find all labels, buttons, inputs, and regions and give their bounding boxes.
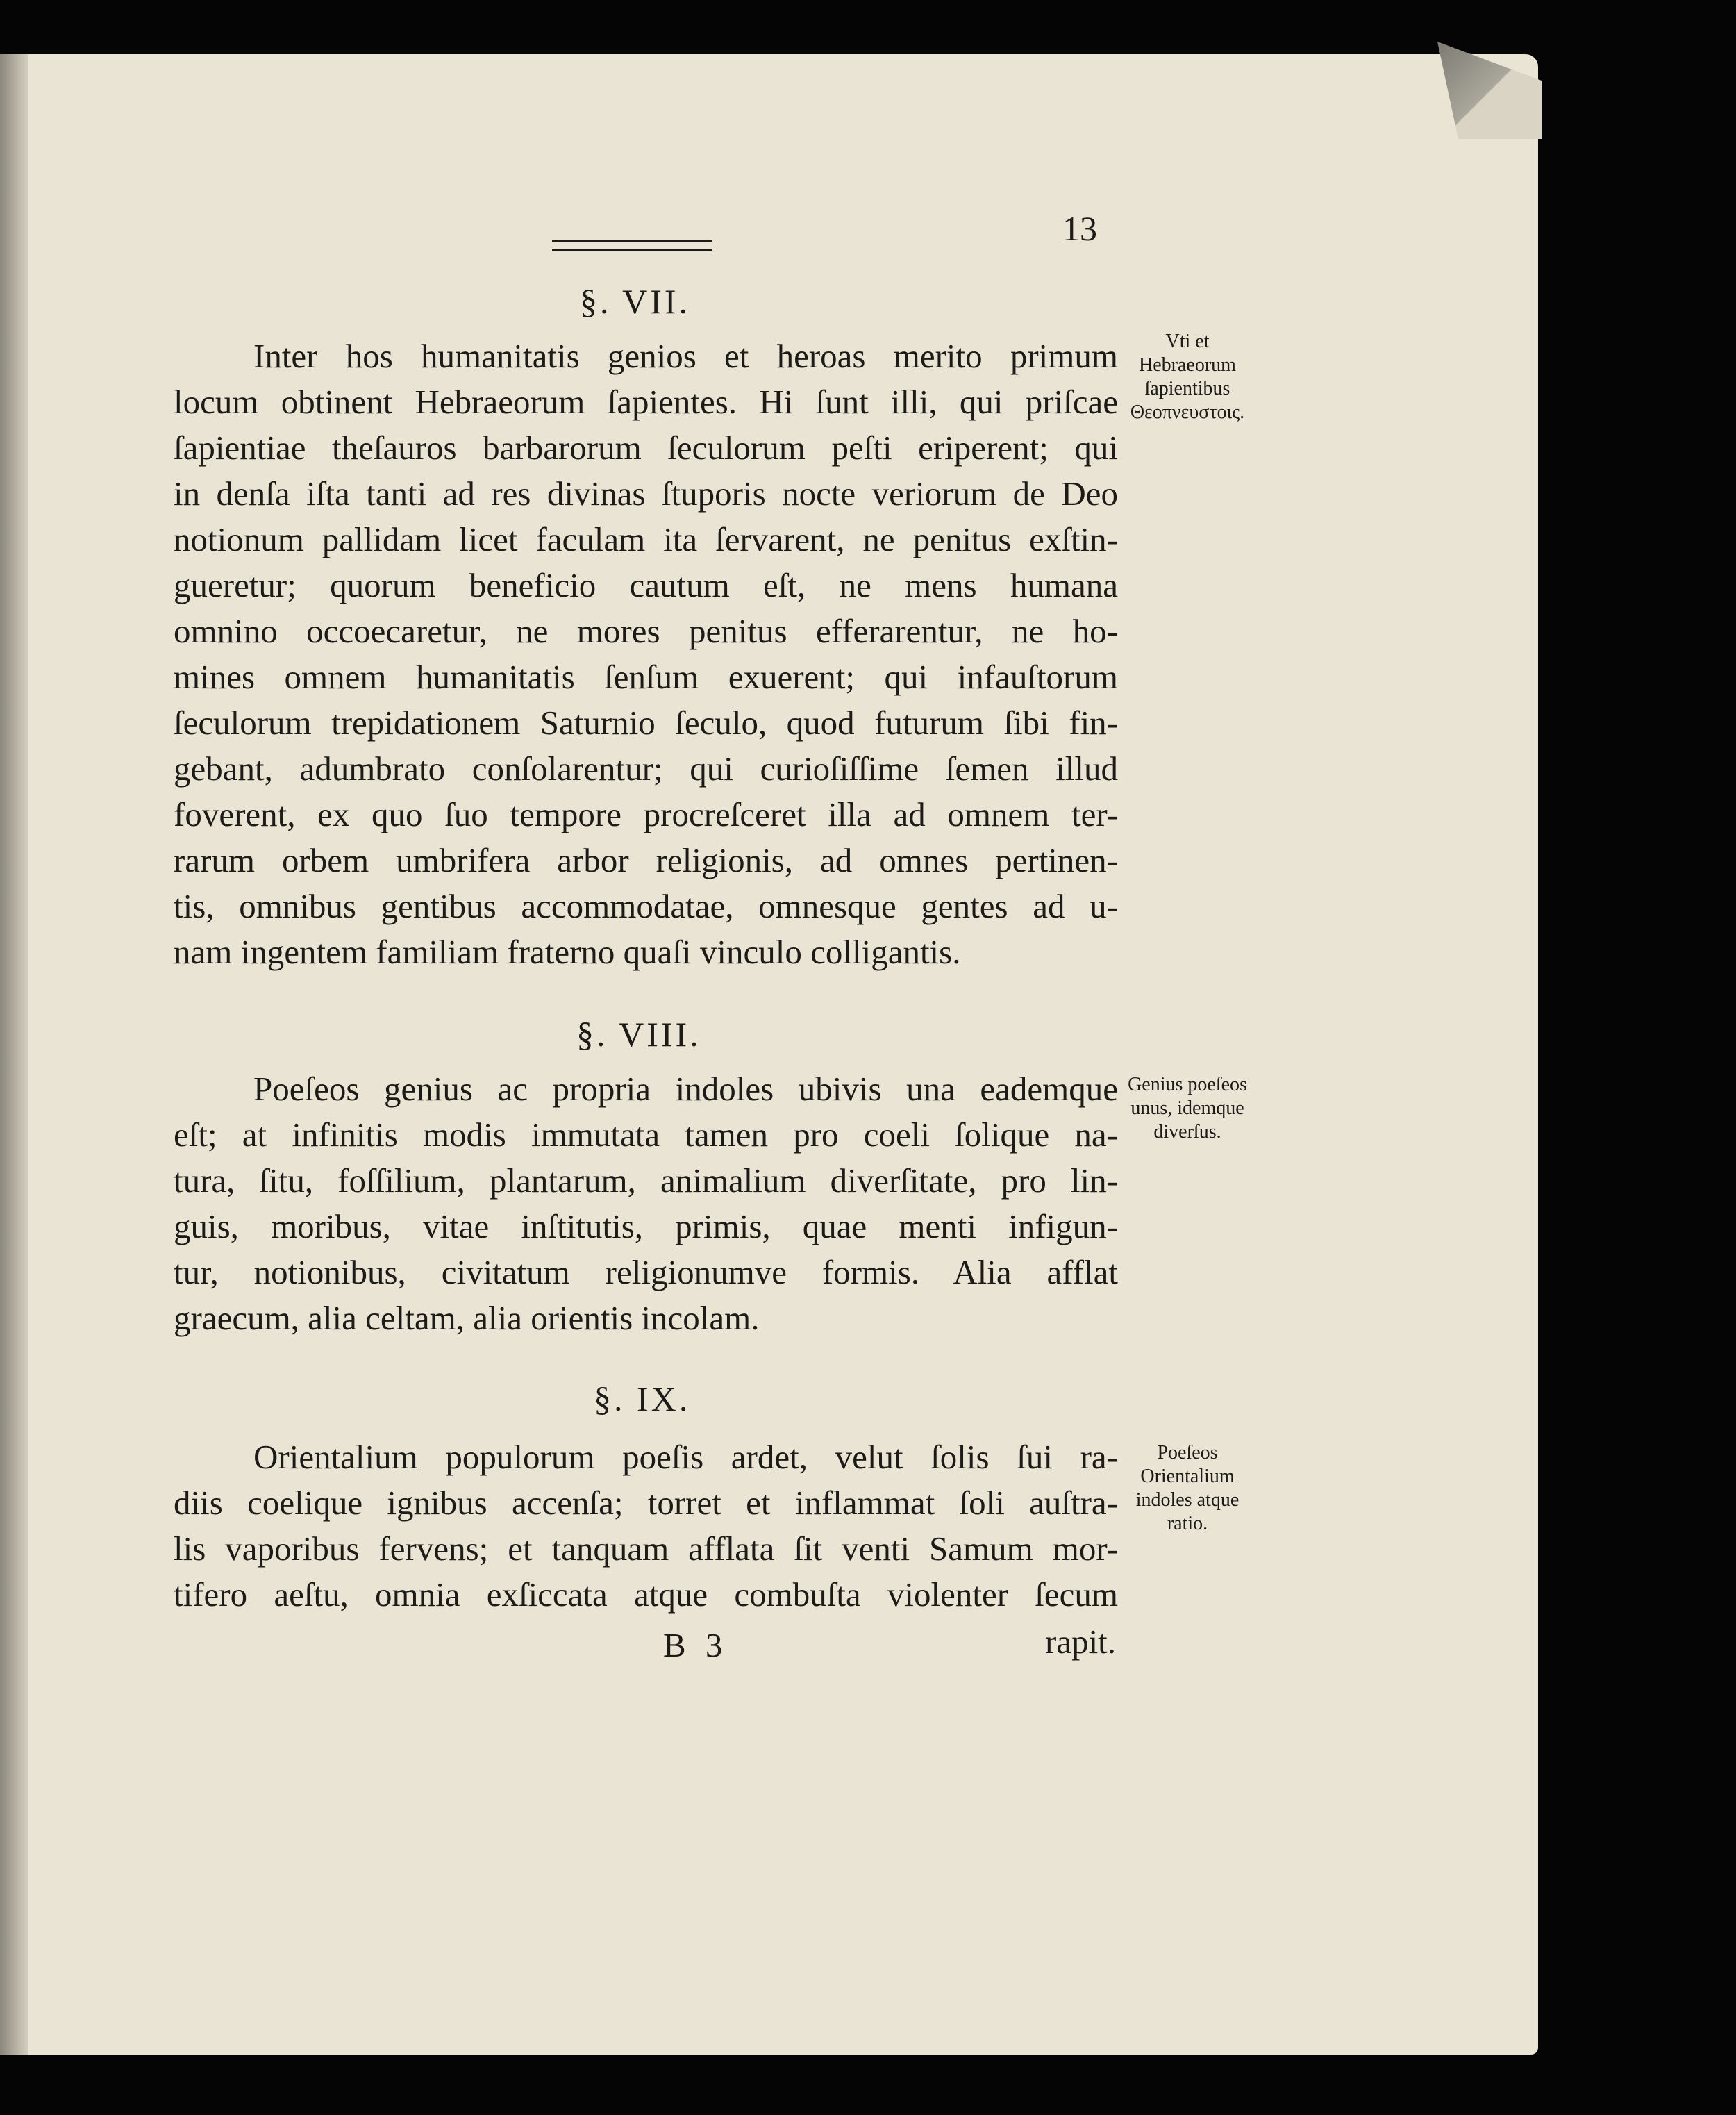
text-line: rarum orbem umbrifera arbor religionis, ad omnes pertinen- [174,841,1118,879]
signature-mark: B 3 [663,1626,728,1664]
text-line: graecum, alia celtam, alia orientis incolam. [174,1299,760,1337]
text-line: in denſa iſta tanti ad res divinas ſtuporis nocte veriorum de Deo [174,474,1118,513]
header-double-rule [552,240,712,251]
text-line: foverent, ex quo ſuo tempore procreſceret illa ad omnem ter- [174,795,1118,833]
text-line: gebant, adumbrato conſolarentur; qui curioſiſſime ſemen illud [174,749,1118,788]
text-line: locum obtinent Hebraeorum ſapientes. Hi ſunt illi, qui priſcae [174,383,1118,421]
text-line: tura, ſitu, foſſilium, plantarum, animalium diverſitate, pro lin- [174,1161,1118,1200]
text-line: ſeculorum trepidationem Saturnio ſeculo, quod futurum ſibi fin- [174,704,1118,742]
text-line: tur, notionibus, civitatum religionumve formis. Alia afflat [174,1253,1118,1291]
text-line: lis vaporibus fervens; et tanquam afflata ſit venti Samum mor- [174,1529,1118,1568]
text-line: Inter hos humanitatis genios et heroas merito primum [253,337,1118,375]
text-line: Orientalium populorum poeſis ardet, velut ſolis ſui ra- [253,1438,1118,1476]
text-line: omnino occoecaretur, ne mores penitus efferarentur, ne ho- [174,612,1118,650]
text-line: tis, omnibus gentibus accommodatae, omnesque gentes ad u- [174,887,1118,925]
text-line: gueretur; quorum beneficio cautum eſt, ne mens humana [174,566,1118,604]
text-line: nam ingentem familiam fraterno quaſi vinculo colligantis. [174,933,961,971]
text-line: eſt; at infinitis modis immutata tamen pro coeli ſolique na- [174,1115,1118,1154]
page-number: 13 [1062,209,1097,248]
text-line: mines omnem humanitatis ſenſum exuerent; qui infauſtorum [174,658,1118,696]
section-heading-viii: §. VIII. [576,1015,701,1054]
margin-note-viii: Genius poeſeos unus, idemque diverſus. [1128,1074,1247,1143]
section-heading-ix: §. IX. [594,1379,691,1418]
catchword: rapit. [1045,1623,1117,1661]
margin-note-vii: Vti et Hebraeorum ſapientibus Θεοπνευστοις. [1130,331,1245,423]
text-line: diis coelique ignibus accenſa; torret et inflammat ſoli auſtra- [174,1484,1118,1522]
text-line: Poeſeos genius ac propria indoles ubivis una eademque [253,1070,1118,1108]
text-line: ſapientiae theſauros barbarorum ſeculorum peſti eriperent; qui [174,429,1118,467]
margin-note-ix: Poeſeos Orientalium indoles atque ratio. [1135,1442,1240,1534]
text-line: guis, moribus, vitae inſtitutis, primis, quae menti infigun- [174,1207,1118,1245]
text-line: notionum pallidam licet faculam ita ſervarent, ne penitus exſtin- [174,520,1118,558]
section-heading-vii: §. VII. [580,282,691,321]
text-line: tifero aeſtu, omnia exſiccata atque combuſta violenter ſecum [174,1575,1118,1614]
